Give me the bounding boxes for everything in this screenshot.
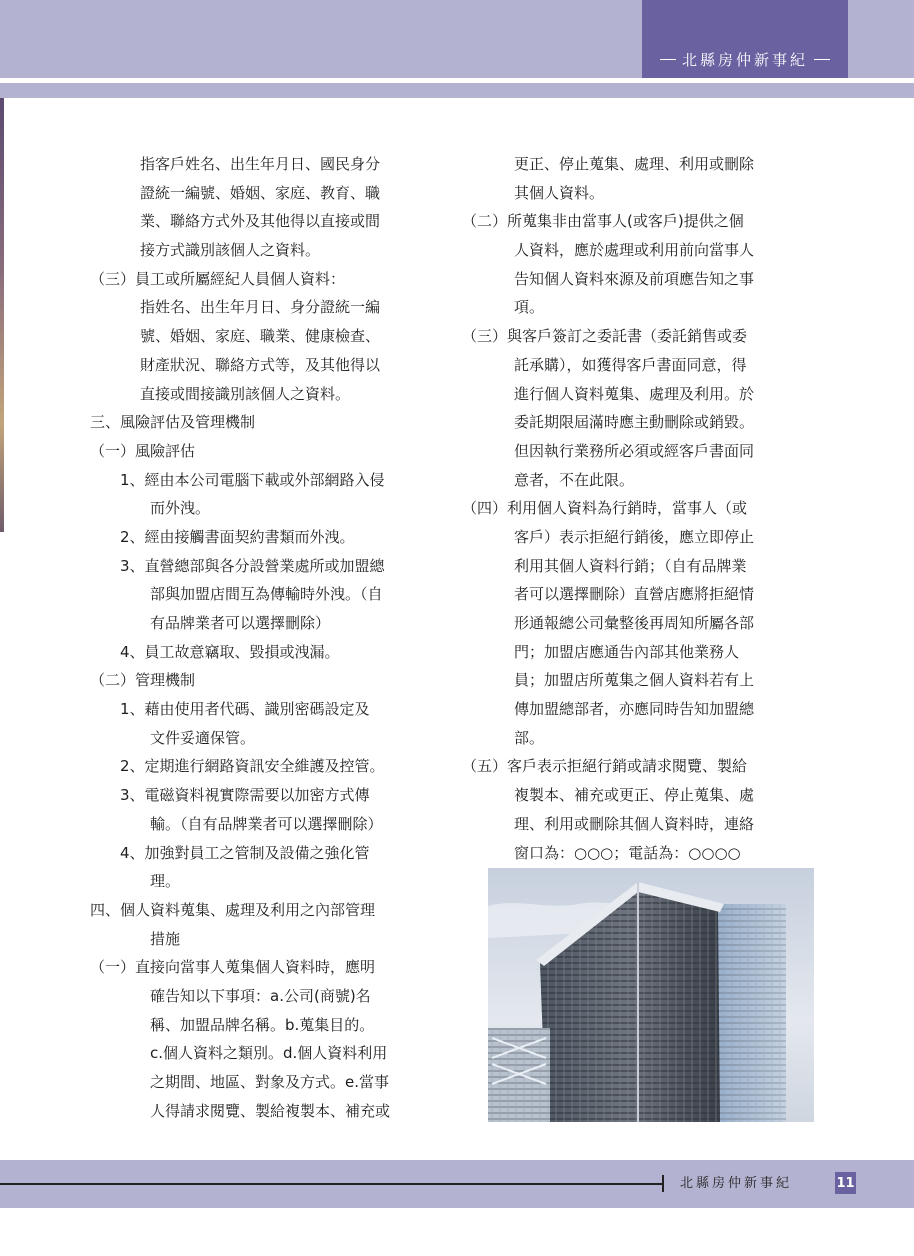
text-line: 確告知以下事項：a.公司(商號)名 <box>150 986 371 1005</box>
text-line: 稱、加盟品牌名稱。b.蒐集目的。 <box>150 1015 375 1034</box>
text-line: 2、經由接觸書面契約書類而外洩。 <box>120 527 355 546</box>
text-line: 客戶）表示拒絕行銷後，應立即停止 <box>514 527 755 546</box>
text-line: 文件妥適保管。 <box>150 728 256 747</box>
text-line: 部。 <box>514 728 545 747</box>
text-line: 4、加強對員工之管制及設備之強化管 <box>120 843 370 862</box>
text-line: 員；加盟店所蒐集之個人資料若有上 <box>514 671 755 690</box>
text-line: c.個人資料之類別。d.個人資料利用 <box>150 1044 388 1063</box>
text-line: 而外洩。 <box>150 499 211 518</box>
text-line: 證統一編號、婚姻、家庭、教育、職 <box>140 183 381 202</box>
footer-rule-tick <box>662 1175 664 1192</box>
text-line: 號、婚姻、家庭、職業、健康檢查、 <box>140 327 381 346</box>
text-line: 理。 <box>150 872 181 891</box>
text-line: 直接或間接識別該個人之資料。 <box>140 384 351 403</box>
text-line: 輸。（自有品牌業者可以選擇刪除） <box>150 814 383 833</box>
text-line: 4、員工故意竊取、毀損或洩漏。 <box>120 642 340 661</box>
text-line: 意者，不在此限。 <box>514 470 635 489</box>
left-text-column <box>90 150 455 1125</box>
building-illustration <box>488 868 814 1122</box>
text-line: 理、利用或刪除其個人資料時，連絡 <box>514 814 755 833</box>
text-line: 財產狀況、聯絡方式等，及其他得以 <box>140 355 381 374</box>
section-heading: 四、個人資料蒐集、處理及利用之內部管理 <box>90 900 376 919</box>
header-title <box>642 44 848 74</box>
text-line: 之期間、地區、對象及方式。e.當事 <box>150 1073 389 1091</box>
text-line: 項。 <box>514 298 545 317</box>
text-line: 指客戶姓名、出生年月日、國民身分 <box>140 155 381 173</box>
text-line: 形通報總公司彙整後再周知所屬各部 <box>514 614 755 632</box>
text-line: 1、經由本公司電腦下載或外部網路入侵 <box>120 470 385 489</box>
text-line: 措施 <box>150 929 181 948</box>
text-line: （三）與客戶簽訂之委託書（委託銷售或委 <box>462 327 748 346</box>
text-line: 有品牌業者可以選擇刪除） <box>150 614 331 632</box>
header-sub-band <box>0 83 914 98</box>
right-text-column <box>462 150 822 896</box>
text-line: 進行個人資料蒐集、處理及利用。於 <box>514 384 755 403</box>
text-line: 更正、停止蒐集、處理、利用或刪除 <box>514 155 755 173</box>
text-line: 指姓名、出生年月日、身分證統一編 <box>140 298 381 317</box>
text-line: （二）所蒐集非由當事人(或客戶)提供之個 <box>462 212 744 231</box>
text-line: 人資料，應於處理或利用前向當事人 <box>514 241 755 260</box>
text-line: 告知個人資料來源及前項應告知之事 <box>514 269 755 288</box>
text-line: 門；加盟店應通告內部其他業務人 <box>514 642 740 661</box>
header-title-text: 北縣房仲新事紀 <box>681 50 808 69</box>
text-line: 3、電磁資料視實際需要以加密方式傳 <box>120 786 370 805</box>
text-line: 委託期限屆滿時應主動刪除或銷毀。 <box>514 413 755 432</box>
text-line: （一）直接向當事人蒐集個人資料時，應明 <box>90 958 376 977</box>
text-line: 人得請求閱覽、製給複製本、補充或 <box>150 1101 391 1120</box>
text-line: 1、藉由使用者代碼、識別密碼設定及 <box>120 700 370 719</box>
section-heading: 三、風險評估及管理機制 <box>90 413 256 432</box>
page-number: 11 <box>835 1172 856 1194</box>
text-line: 傳加盟總部者，亦應同時告知加盟總 <box>514 700 755 719</box>
text-line: （一）風險評估 <box>90 441 196 460</box>
footer-rule <box>0 1183 664 1185</box>
text-line: 部與加盟店間互為傳輸時外洩。（自 <box>150 585 383 604</box>
text-line: 業、聯絡方式外及其他得以直接或間 <box>140 212 381 231</box>
header-rule-left <box>660 59 676 60</box>
text-line: 接方式識別該個人之資料。 <box>140 241 321 260</box>
text-line: 但因執行業務所必須或經客戶書面同 <box>514 441 755 460</box>
text-line: 託承購），如獲得客戶書面同意，得 <box>514 355 747 374</box>
text-line: （三）員工或所屬經紀人員個人資料： <box>90 269 346 288</box>
text-line: （四）利用個人資料為行銷時，當事人（或 <box>462 499 748 518</box>
text-line: 3、直營總部與各分設營業處所或加盟總 <box>120 556 385 575</box>
text-line: 複製本、補充或更正、停止蒐集、處 <box>514 786 755 805</box>
left-edge-image-strip <box>0 98 4 532</box>
text-line: （五）客戶表示拒絕行銷或請求閱覽、製給 <box>462 757 748 776</box>
text-line: 2、定期進行網路資訊安全維護及控管。 <box>120 757 385 776</box>
text-line: 者可以選擇刪除）直營店應將拒絕情 <box>514 585 755 604</box>
text-line: 利用其個人資料行銷；（自有品牌業 <box>514 556 747 575</box>
text-line: 其個人資料。 <box>514 183 605 202</box>
text-line: 窗口為：○○○；電話為：○○○○ <box>514 843 741 862</box>
text-line: （二）管理機制 <box>90 671 196 690</box>
header-rule-right <box>814 59 830 60</box>
building-photo <box>488 868 814 1122</box>
footer-title: 北縣房仲新事紀 <box>680 1176 793 1191</box>
